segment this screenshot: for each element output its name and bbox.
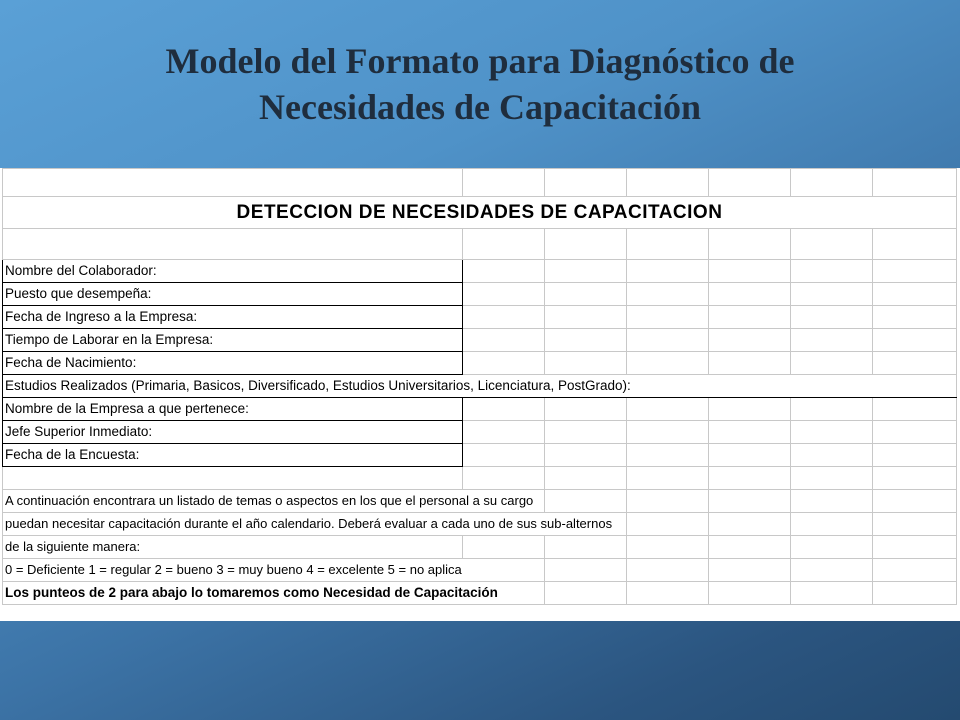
instruction-row-2: [3, 513, 957, 536]
field-row-puesto: [3, 283, 957, 306]
spreadsheet-form: [0, 168, 960, 621]
empty-row: [3, 467, 957, 490]
instruction-row-1: [3, 490, 957, 513]
field-row-jefe: [3, 421, 957, 444]
field-row-estudios: [3, 375, 957, 398]
rating-scale: 0 = Deficiente 1 = regular 2 = bueno 3 = muy bueno 4 = excelente 5 = no aplica: [3, 559, 545, 582]
empty-row: [3, 169, 957, 197]
instruction-line-2: puedan necesitar capacitación durante el año calendario. Deberá evaluar a cada uno de sus sub-alternos: [3, 513, 627, 536]
empty-row: [3, 229, 957, 260]
instruction-row-3: [3, 536, 957, 559]
field-row-empresa: [3, 398, 957, 421]
field-row-nacimiento: [3, 352, 957, 375]
field-label-puesto: Puesto que desempeña:: [3, 283, 463, 306]
field-value-cell[interactable]: [463, 398, 545, 421]
field-value-cell[interactable]: [463, 352, 545, 375]
field-value-cell[interactable]: [463, 421, 545, 444]
slide-title-line-2: Necesidades de Capacitación: [259, 87, 701, 127]
slide-title: [0, 38, 960, 130]
field-label-fecha-encuesta: Fecha de la Encuesta:: [3, 444, 463, 467]
form-heading: DETECCION DE NECESIDADES DE CAPACITACION: [3, 197, 957, 229]
field-value-cell[interactable]: [463, 283, 545, 306]
instruction-row-4: [3, 559, 957, 582]
heading-row: [3, 197, 957, 229]
field-value-cell[interactable]: [463, 329, 545, 352]
note-row: [3, 582, 957, 605]
field-row-nombre: [3, 260, 957, 283]
field-value-cell[interactable]: [463, 260, 545, 283]
field-row-tiempo: [3, 329, 957, 352]
field-value-cell[interactable]: [463, 306, 545, 329]
field-row-fecha-encuesta: [3, 444, 957, 467]
threshold-note: Los punteos de 2 para abajo lo tomaremos como Necesidad de Capacitación: [3, 582, 545, 605]
field-label-fecha-ingreso: Fecha de Ingreso a la Empresa:: [3, 306, 463, 329]
field-label-tiempo: Tiempo de Laborar en la Empresa:: [3, 329, 463, 352]
field-label-jefe: Jefe Superior Inmediato:: [3, 421, 463, 444]
instruction-line-3: de la siguiente manera:: [3, 536, 463, 559]
field-label-nombre: Nombre del Colaborador:: [3, 260, 463, 283]
field-label-estudios: Estudios Realizados (Primaria, Basicos, Diversificado, Estudios Universitarios, Licenciatura, PostGrado):: [3, 375, 957, 398]
field-label-nacimiento: Fecha de Nacimiento:: [3, 352, 463, 375]
field-row-fecha-ingreso: [3, 306, 957, 329]
form-grid: [2, 168, 957, 605]
field-value-cell[interactable]: [463, 444, 545, 467]
instruction-line-1: A continuación encontrara un listado de temas o aspectos en los que el personal a su cargo: [3, 490, 545, 513]
slide-title-line-1: Modelo del Formato para Diagnóstico de: [165, 41, 795, 81]
field-label-empresa: Nombre de la Empresa a que pertenece:: [3, 398, 463, 421]
